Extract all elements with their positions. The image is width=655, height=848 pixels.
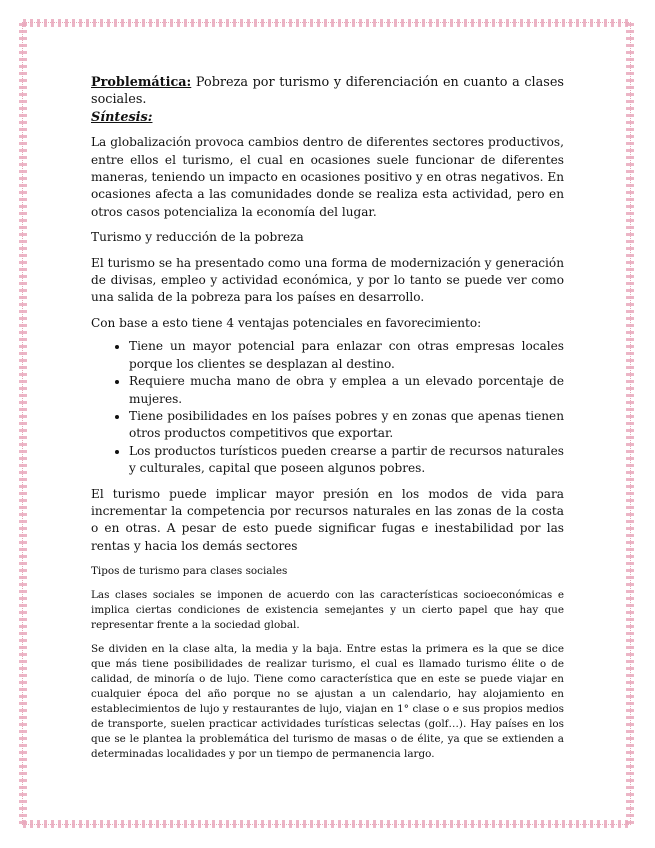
problematica-text: Pobreza por turismo y diferenciación en cuanto a clases sociales. bbox=[91, 75, 564, 108]
problematica-heading bbox=[91, 74, 564, 109]
border-left bbox=[19, 23, 27, 824]
list-item: • Requiere mucha mano de obra y emplea a un elevado porcentaje de mujeres. bbox=[129, 373, 564, 408]
section1-paragraph: El turismo se ha presentado como una forma de modernización y generación de divisas, empleo y actividad económica, y por lo tanto se puede ver como una salida de la pobreza para los países en desarrollo. bbox=[91, 255, 564, 305]
advantages-intro: Con base a esto tiene 4 ventajas potenciales en favorecimiento: bbox=[91, 315, 482, 330]
section-title-turismo-pobreza: Turismo y reducción de la pobreza bbox=[91, 230, 304, 245]
list-item: • Tiene un mayor potencial para enlazar con otras empresas locales porque los clientes se desplazan al destino. bbox=[129, 338, 564, 373]
document-body bbox=[91, 74, 564, 762]
section-title-tipos-turismo: Tipos de turismo para clases sociales bbox=[91, 565, 288, 578]
border-right bbox=[626, 23, 634, 824]
list-item: • Tiene posibilidades en los países pobres y en zonas que apenas tienen otros productos competitivos que exportar. bbox=[129, 408, 564, 443]
advantages-list bbox=[91, 338, 564, 477]
intro-paragraph: La globalización provoca cambios dentro de diferentes sectores productivos, entre ellos el turismo, el cual en ocasiones suele funcionar de diferentes maneras, teniendo un impacto en ocasiones positivo y en otras negativos. En ocasiones afecta a las comunidades donde se realiza esta actividad, pero en otros casos potencializa la economía del lugar. bbox=[91, 135, 564, 219]
sintesis-heading: Síntesis: bbox=[91, 109, 153, 125]
pressure-paragraph: El turismo puede implicar mayor presión en los modos de vida para incrementar la competencia por recursos naturales en las zonas de la costa o en otras. A pesar de esto puede significar fugas e inestabilidad por las rentas y hacia los demás sectores bbox=[91, 486, 564, 553]
clase-alta-paragraph: Se dividen en la clase alta, la media y la baja. Entre estas la primera es la que se dice que más tiene posibilidades de realizar turismo, el cual es llamado turismo élite o de calidad, de minoría o de lujo. Tiene como característica que en este se puede viajar en cualquier época del año porque no se ajustan a un calendario, hay alojamiento en establecimientos de lujo y restaurantes de lujo, viajan en 1° clase o e sus propios medios de transporte, suelen practicar actividades turísticas selectas (golf…). Hay países en los que se le plantea la problemática del turismo de masas o de élite, ya que se extienden a determinadas localidades y por un tiempo de permanencia largo. bbox=[91, 643, 564, 761]
list-item: • Los productos turísticos pueden crearse a partir de recursos naturales y culturales, capital que poseen algunos pobres. bbox=[129, 443, 564, 478]
problematica-label: Problemática: bbox=[91, 75, 192, 90]
clases-sociales-paragraph: Las clases sociales se imponen de acuerdo con las características socioeconómicas e implica ciertas condiciones de existencia semejantes y un cierto papel que hay que representar frente a la sociedad global. bbox=[91, 589, 564, 632]
